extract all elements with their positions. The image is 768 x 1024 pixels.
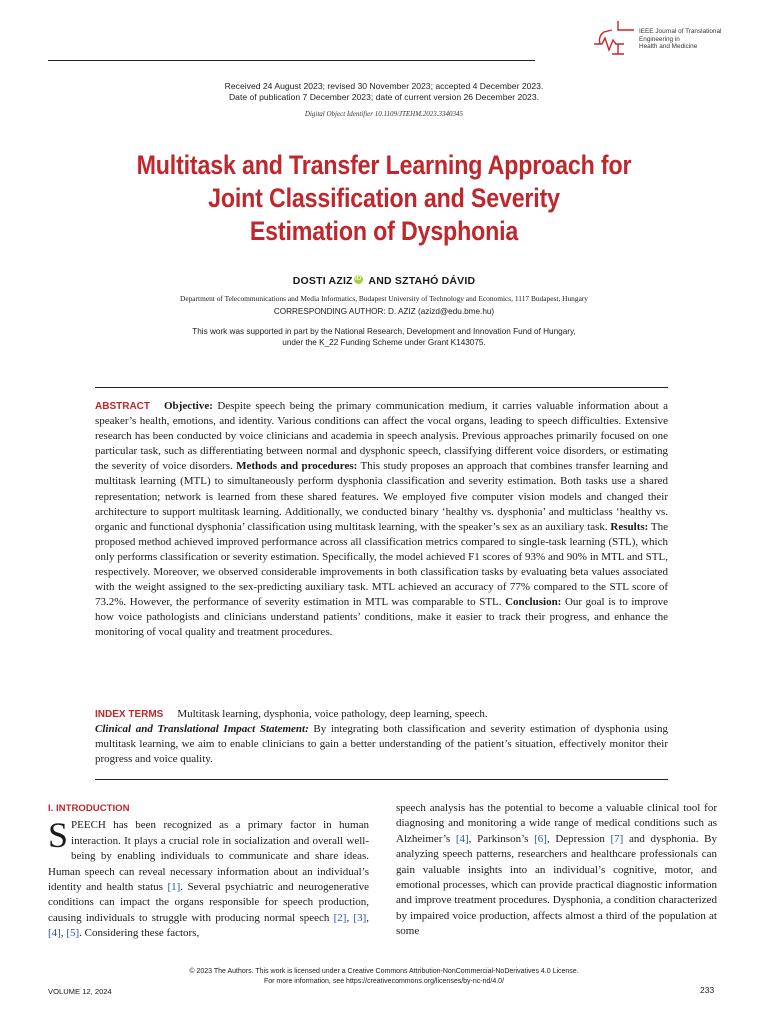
abstract: [95, 399, 668, 641]
affiliation: Department of Telecommunications and Media Informatics, Budapest University of Technology and Economics, 1117 Budapest, Hungary: [179, 294, 589, 303]
funding-line: This work was supported in part by the National Research, Development and Innovation Fund of Hungary,: [192, 327, 576, 336]
citation-link[interactable]: [3]: [353, 911, 367, 924]
title-line: Joint Classification and Severity: [208, 183, 560, 213]
doi: Digital Object Identifier 10.1109/JTEHM.2023.3340345: [304, 110, 464, 118]
funding-note: [0, 326, 768, 348]
author-line: [0, 275, 768, 287]
title-line: Multitask and Transfer Learning Approach for: [136, 150, 632, 180]
abstract-text: The proposed method achieved improved performance across all classification metrics compared to single-task learning (STL), which only performs classification or severity estimation. Specifically, the model achieved F1 scores of 93% and 90% in MTL and STL, respectively. Moreover, we observed considerable improvements in both classification tasks by evaluating beta values associated with the weight assigned to the sex-predicting auxiliary task. MTL achieved an accuracy of 77% compared to the STL score of 73.2%. However, the performance of severity estimation in MTL was comparable to STL.: [95, 520, 668, 609]
body-text: , Depression: [546, 832, 611, 845]
logo-mark-icon: [592, 18, 638, 58]
abstract-text: Our goal is to improve how voice pathologists and clinicians understand patients’ conditions, make it easier to track their progress, and enhance the monitoring of vocal quality and treatment procedures.: [95, 596, 668, 639]
dates-line: Date of publication 7 December 2023; date of current version 26 December 2023.: [228, 92, 540, 103]
abstract-text: This study proposes an approach that combines transfer learning and multitask learning (MTL) to simultaneously perform dysphonia classification and severity estimation. Both tasks use a shared representation; network is learned from these shared features. We employed five computer vision models and changed their architecture to support multitask learning. Additionally, we conducted binary ‘healthy vs. dysphonia’ and multiclass ‘healthy vs. organic and functional dysphonia’ classification using multitask learning, with the speaker’s sex as an auxiliary task.: [95, 460, 668, 533]
citation-link[interactable]: [2]: [333, 911, 347, 924]
license-line: © 2023 The Authors. This work is licensed under a Creative Commons Attribution-NonCommercial-NoDerivatives 4.0 License.: [189, 968, 579, 975]
funding-line: under the K_22 Funding Scheme under Grant K143075.: [282, 338, 486, 347]
author-name: AND SZTAHÓ DÁVID: [368, 275, 476, 287]
title-line: Estimation of Dysphonia: [249, 216, 519, 246]
citation-link[interactable]: [4]: [455, 832, 469, 845]
license-note: [0, 967, 768, 986]
abstract-heading: Methods and procedures:: [236, 460, 358, 473]
citation-link[interactable]: [4]: [48, 927, 61, 940]
impact-label: Clinical and Translational Impact Statement:: [95, 723, 309, 736]
index-terms-label: INDEX TERMS: [95, 709, 164, 720]
orcid-icon[interactable]: iD: [354, 276, 362, 282]
drop-cap: S: [48, 815, 69, 856]
impact-text: By integrating both classification and severity estimation of dysphonia using multitask learning, we aim to enable clinicians to gain a better understanding of the patient’s situation, effectively monitor their progress and voice quality.: [95, 723, 668, 766]
volume-label: VOLUME 12, 2024: [48, 987, 112, 996]
body-text: , Parkinson’s: [468, 832, 535, 845]
body-text: and dysphonia. By analyzing speech patterns, researchers and healthcare professionals can gain valuable insights into an individual’s cognitive, motor, and emotional processes, which can provide practical diagnostic information and improve treatment procedures. Dysphonia, a condition characterized by impaired voice production, affects almost a third of the population at some: [396, 832, 718, 938]
abstract-heading: Conclusion:: [505, 596, 562, 609]
page-number: 233: [700, 985, 715, 995]
citation-link[interactable]: [5]: [66, 927, 80, 940]
paper-title: [126, 149, 642, 248]
dates-line: Received 24 August 2023; revised 30 November 2023; accepted 4 December 2023.: [224, 81, 544, 91]
license-line: For more information, see https://creativecommons.org/licenses/by-nc-nd/4.0/: [263, 977, 505, 985]
citation-link[interactable]: [6]: [534, 832, 547, 845]
column-left: I. INTRODUCTION S PEECH has been recognized as a primary factor in human interaction. It plays a crucial role in socialization and overall well-being by enabling individuals to communicate and share ideas. Human speech can reveal necessary information about an individual’s identity and health status [1]. Several psychiatric and neurogenerative conditions can impact the organs responsible for speech production, causing individuals to struggle with producing normal speech [2], [3], [4], [5]. Considering these factors,: [48, 803, 369, 940]
header-rule: [48, 60, 535, 61]
abstract-top-rule: [95, 387, 668, 388]
author-name: DOSTI AZIZ: [292, 275, 353, 287]
body-text: speech analysis has the potential to become a valuable clinical tool for diagnosing and monitoring a wide range of medical conditions such as Alzheimer’s: [396, 802, 717, 845]
logo-text: [639, 28, 721, 51]
abstract-label: ABSTRACT: [95, 401, 150, 412]
index-terms: [95, 707, 668, 767]
abstract-heading: Results:: [610, 520, 649, 533]
body-text: . Considering these factors,: [79, 927, 200, 940]
publication-dates: [0, 81, 768, 104]
body-text: . Several psychiatric and neurogenerative conditions can impact the organs responsible for speech production, causing individuals to struggle with producing normal speech: [48, 881, 369, 924]
logo-line: Engineering in: [639, 35, 680, 43]
abstract-heading: Objective:: [164, 400, 213, 412]
section-heading: I. INTRODUCTION: [48, 803, 130, 814]
index-terms-text: Multitask learning, dysphonia, voice pathology, deep learning, speech.: [177, 708, 488, 720]
column-right: [396, 801, 717, 940]
logo-line: IEEE Journal of Translational: [639, 28, 722, 35]
journal-logo: [592, 18, 732, 58]
corresponding-author: CORRESPONDING AUTHOR: D. AZIZ (azizd@edu.bme.hu): [273, 307, 495, 316]
citation-link[interactable]: [7]: [610, 832, 624, 845]
abstract-bottom-rule: [95, 779, 668, 780]
abstract-text: Despite speech being the primary communication medium, it carries valuable information about a speaker’s health, emotions, and identity. Various conditions can affect the vocal organs, leading to speech difficulties. Extensive research has been conducted by voice clinicians and academia in speech analysis. Previous approaches primarily focused on one particular task, such as differentiating between normal and dysphonic speech, classifying different voice disorders, or estimating the severity of voice disorders.: [95, 400, 668, 473]
logo-line: Health and Medicine: [639, 43, 698, 51]
body-text: PEECH has been recognized as a primary factor in human interaction. It plays a crucial role in socialization and overall well-being by enabling individuals to communicate and share ideas. Human speech can reveal necessary information about an individual’s identity and health status: [48, 819, 369, 894]
citation-link[interactable]: [1]: [167, 881, 181, 894]
